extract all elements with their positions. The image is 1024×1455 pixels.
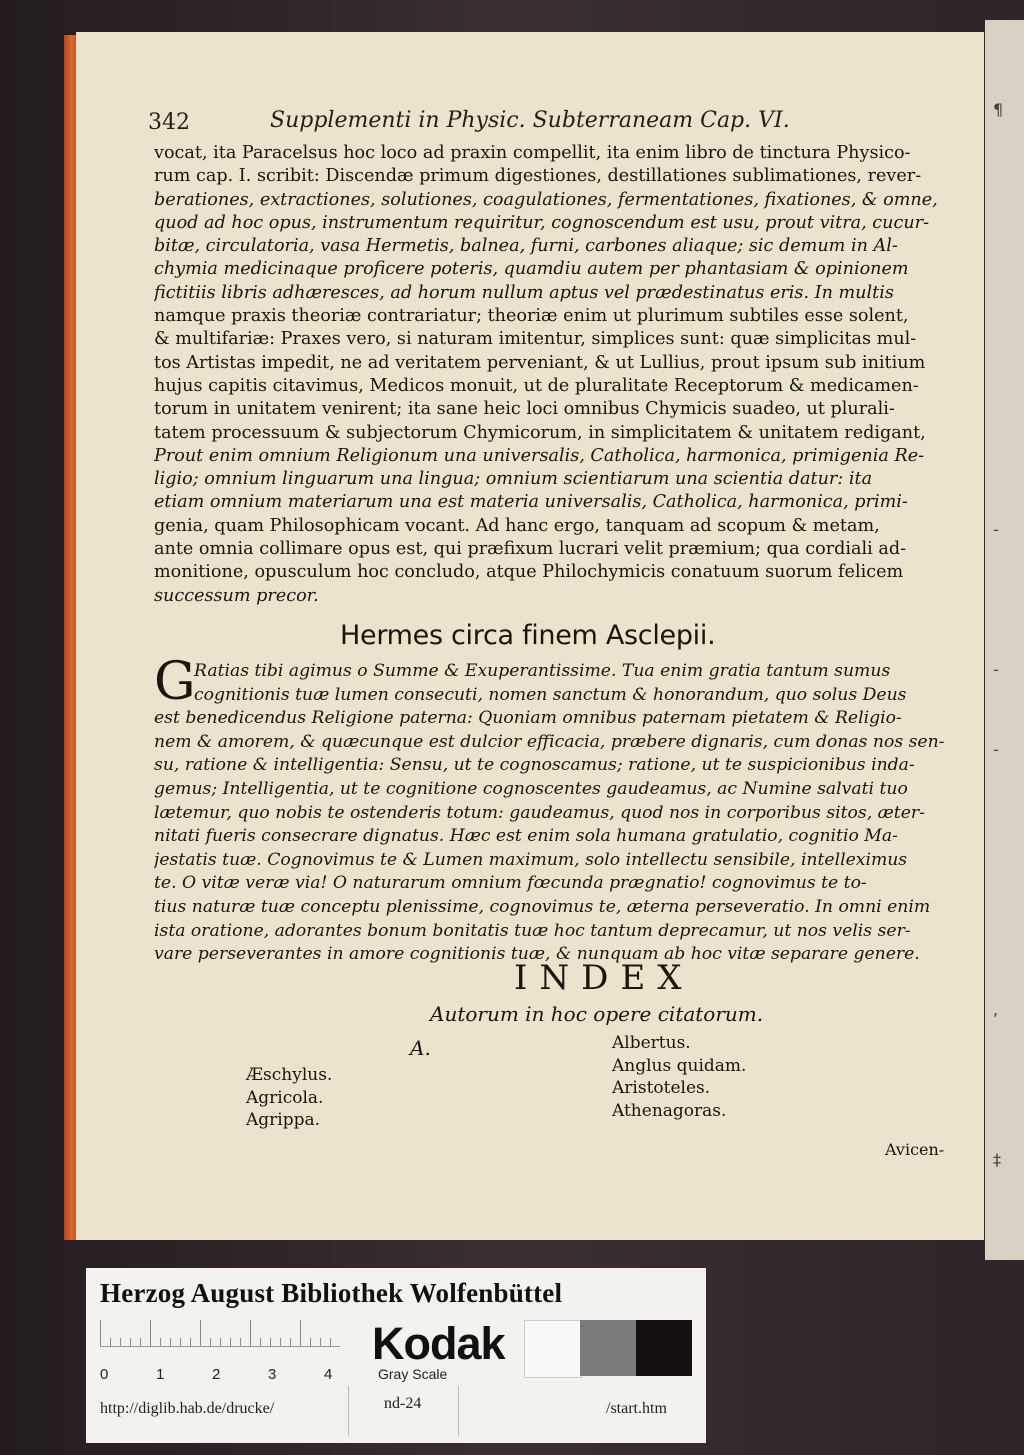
index-entry: Aristoteles. (612, 1078, 711, 1098)
index-letter: A. (410, 1036, 431, 1060)
label-divider (348, 1386, 349, 1436)
text-line: su, ratione & intelligentia: Sensu, ut te cognoscamus; ratione, ut te suspicionibus inda- (154, 755, 915, 776)
page-binding-edge (64, 35, 76, 1240)
text-line: successum precor. (154, 585, 319, 606)
text-line: tius naturæ tuæ conceptu plenissime, cognovimus te, æterna perseveratio. In omni enim (154, 896, 931, 917)
gray-swatch-mid (580, 1320, 636, 1376)
library-name: Herzog August Bibliothek Wolfenbüttel (100, 1278, 563, 1308)
index-entry: Agrippa. (246, 1110, 321, 1130)
text-line: genia, quam Philosophicam vocant. Ad hanc ergo, tanquam ad scopum & metam, (154, 515, 880, 536)
text-line: jestatis tuæ. Cognovimus te & Lumen maximum, solo intellectu sensibile, intelleximus (154, 849, 908, 870)
text-line: rum cap. I. scribit: Discendæ primum digestiones, destillationes sublimationes, rever- (154, 166, 922, 187)
url-prefix: http://diglib.hab.de/drucke/ (100, 1400, 275, 1417)
drop-cap: G (154, 652, 196, 712)
kodak-brand: Kodak (372, 1318, 505, 1369)
text-line: tos Artistas impedit, ne ad veritatem perveniant, & ut Lullius, prout ipsum sub initium (154, 352, 926, 373)
index-entry: Æschylus. (246, 1065, 333, 1085)
text-line: etiam omnium materiarum una est materia universalis, Catholica, harmonica, primi- (154, 492, 908, 513)
gray-swatch-white (524, 1320, 582, 1378)
gray-scale-label: Gray Scale (378, 1366, 448, 1382)
shelfmark-id: nd-24 (384, 1395, 422, 1412)
text-line: bitæ, circulatoria, vasa Hermetis, balnea, furni, carbones aliaque; sic demum in Al- (154, 236, 898, 257)
ruler-number: 1 (156, 1366, 165, 1383)
page-number: 342 (148, 110, 190, 135)
text-line: vocat, ita Paracelsus hoc loco ad praxin compellit, ita enim libro de tinctura Physico- (154, 143, 911, 163)
running-title: Supplementi in Physic. Subterraneam Cap. VI. (270, 108, 790, 133)
text-line: lætemur, quo nobis te ostenderis totum: gaudeamus, quod nos in corporibus sitos, æter- (154, 802, 925, 823)
text-line: te. O vitæ veræ via! O naturarum omnium fœcunda prægnatio! cognovimus te to- (154, 873, 867, 894)
text-line: gemus; Intelligentia, ut te cognitione cognoscentes gaudeamus, ac Numine salvati tuo (154, 778, 908, 799)
ruler-number: 3 (268, 1366, 277, 1383)
text-line: hujus capitis citavimus, Medicos monuit, ut de pluralitate Receptorum & medicamen- (154, 375, 919, 396)
catchword: Avicen- (885, 1140, 945, 1159)
running-head (148, 108, 808, 140)
text-line: ista oratione, adorantes bonum bonitatis tuæ hoc tantum deprecamur, ut nos velis ser- (154, 920, 911, 941)
text-line: berationes, extractiones, solutiones, coagulationes, fermentationes, fixationes, & omne, (154, 189, 938, 210)
index-entry: Athenagoras. (612, 1100, 727, 1121)
text-line: torum in unitatem venirent; ita sane heic loci omnibus Chymicis suadeo, ut plurali- (154, 399, 895, 420)
index-entry: Agricola. (246, 1087, 324, 1108)
text-line: ligio; omnium linguarum una lingua; omnium scientiarum una scientia datur: ita (154, 469, 873, 490)
index-entry: Anglus quidam. (612, 1055, 747, 1076)
text-line: nitati fueris consecrare dignatus. Hæc est enim sola humana gratulatio, cognitio Ma- (154, 826, 898, 847)
text-line: vare perseverantes in amore cognitionis tuæ, & nunquam ab hoc vitæ separare genere. (154, 944, 920, 965)
ruler-scale (100, 1320, 340, 1347)
text-line: cognitionis tuæ lumen consecuti, nomen sanctum & honorandum, quo solus Deus (194, 684, 907, 705)
section-title: Hermes circa finem Asclepii. (340, 620, 716, 651)
adjacent-page-edge: ¶ - - - , ‡ (985, 20, 1024, 1260)
text-line: ante omnia collimare opus est, qui præfixum lucrari velit præmium; qua cordiali ad- (154, 539, 907, 560)
index-title: INDEX (514, 958, 694, 998)
label-divider (458, 1386, 459, 1436)
ruler-number: 2 (212, 1366, 221, 1383)
ruler-number: 4 (324, 1366, 333, 1383)
body-text (154, 142, 960, 608)
text-line: & multifariæ: Praxes vero, si naturam imitentur, simplices sunt: quæ simplicitas mul- (154, 329, 917, 350)
text-line: quod ad hoc opus, instrumentum requiritur, cognoscendum est usu, prout vitra, cucur- (154, 212, 930, 233)
text-line: namque praxis theoriæ contrariatur; theoriæ enim ut plurimum subtiles esse solent, (154, 306, 909, 327)
ruler-number: 0 (100, 1366, 109, 1383)
index-entry: Albertus. (612, 1033, 691, 1053)
text-line: fictitiis libris adhæresces, ad horum nullum aptus vel prædestinatus eris. In multis (154, 282, 894, 303)
hermes-passage (154, 660, 960, 967)
text-line: tatem processuum & subjectorum Chymicorum, in simplicitatem & unitatem redigant, (154, 422, 926, 443)
text-line: Prout enim omnium Religionum una universalis, Catholica, harmonica, primigenia Re- (154, 445, 925, 466)
index-right-column (612, 1032, 746, 1122)
text-line: Ratias tibi agimus o Summe & Exuperantissime. Tua enim gratia tantum sumus (194, 661, 891, 681)
index-left-column (246, 1064, 332, 1132)
text-line: est benedicendus Religione paterna: Quoniam omnibus paternam pietatem & Religio- (154, 708, 902, 729)
text-line: chymia medicinaque proficere poteris, quamdiu autem per phantasiam & opinionem (154, 259, 909, 280)
library-label (86, 1268, 706, 1443)
text-line: monitione, opusculum hoc concludo, atque Philochymicis conatuum suorum felicem (154, 562, 904, 583)
text-line: nem & amorem, & quæcunque est dulcior efficacia, præbere dignaris, cum donas nos sen- (154, 731, 945, 752)
gray-swatch-black (636, 1320, 692, 1376)
index-subtitle: Autorum in hoc opere citatorum. (430, 1002, 764, 1026)
url-suffix: /start.htm (606, 1400, 667, 1417)
